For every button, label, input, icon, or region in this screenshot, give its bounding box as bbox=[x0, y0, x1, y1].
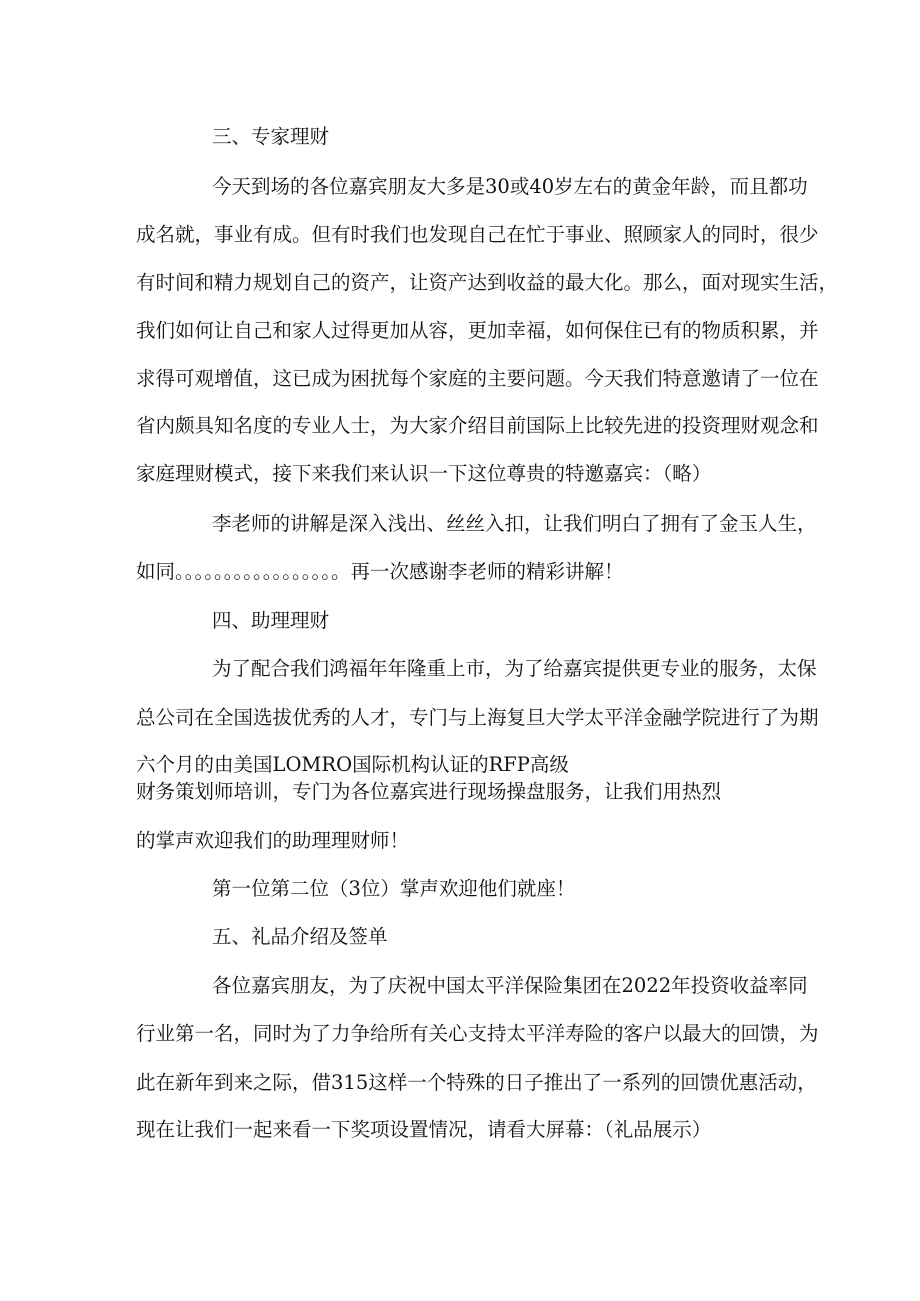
paragraph-line: 家庭理财模式，接下来我们来认识一下这位尊贵的特邀嘉宾：（略） bbox=[136, 462, 712, 485]
paragraph-line: 求得可观增值，这已成为困扰每个家庭的主要问题。今天我们特意邀请了一位在 bbox=[136, 367, 819, 390]
section-heading-gifts-signing: 五、礼品介绍及签单 bbox=[212, 925, 388, 948]
paragraph-line: 成名就，事业有成。但有时我们也发现自己在忙于事业、照顾家人的同时，很少 bbox=[136, 223, 819, 246]
paragraph-line: 六个月的由美国LOMRO国际机构认证的RFP高级 bbox=[136, 753, 569, 776]
paragraph-line: 行业第一名，同时为了力争给所有关心支持太平洋寿险的客户以最大的回馈，为 bbox=[136, 1022, 819, 1045]
paragraph-line: 的掌声欢迎我们的助理理财师！ bbox=[136, 829, 410, 852]
paragraph-line: 如同。。。。。。。。。。。。。。。。。再一次感谢李老师的精彩讲解！ bbox=[136, 560, 624, 583]
paragraph-line: 有时间和精力规划自己的资产，让资产达到收益的最大化。那么，面对现实生活， bbox=[136, 271, 839, 294]
paragraph-line: 我们如何让自己和家人过得更加从容，更加幸福，如何保住已有的物质积累，并 bbox=[136, 319, 819, 342]
paragraph-line: 第一位第二位（3位）掌声欢迎他们就座！ bbox=[212, 877, 576, 900]
section-heading-assistant-finance: 四、助理理财 bbox=[212, 609, 330, 632]
paragraph-line: 省内颇具知名度的专业人士，为大家介绍目前国际上比较先进的投资理财观念和 bbox=[136, 414, 819, 437]
paragraph-line: 今天到场的各位嘉宾朋友大多是30或40岁左右的黄金年龄，而且都功 bbox=[212, 175, 808, 198]
paragraph-line: 总公司在全国选拔优秀的人才，专门与上海复旦大学太平洋金融学院进行了为期 bbox=[136, 706, 819, 729]
paragraph-line: 李老师的讲解是深入浅出、丝丝入扣，让我们明白了拥有了金玉人生， bbox=[212, 512, 817, 535]
paragraph-line: 此在新年到来之际，借315这样一个特殊的日子推出了一系列的回馈优惠活动， bbox=[136, 1071, 817, 1094]
paragraph-line: 财务策划师培训，专门为各位嘉宾进行现场操盘服务，让我们用热烈 bbox=[136, 780, 722, 803]
paragraph-line: 现在让我们一起来看一下奖项设置情况，请看大屏幕：（礼品展示） bbox=[136, 1118, 712, 1141]
section-heading-expert-finance: 三、专家理财 bbox=[212, 125, 330, 148]
paragraph-line: 各位嘉宾朋友，为了庆祝中国太平洋保险集团在2022年投资收益率同 bbox=[212, 974, 808, 997]
paragraph-line: 为了配合我们鸿福年年隆重上市，为了给嘉宾提供更专业的服务，太保 bbox=[212, 657, 817, 680]
